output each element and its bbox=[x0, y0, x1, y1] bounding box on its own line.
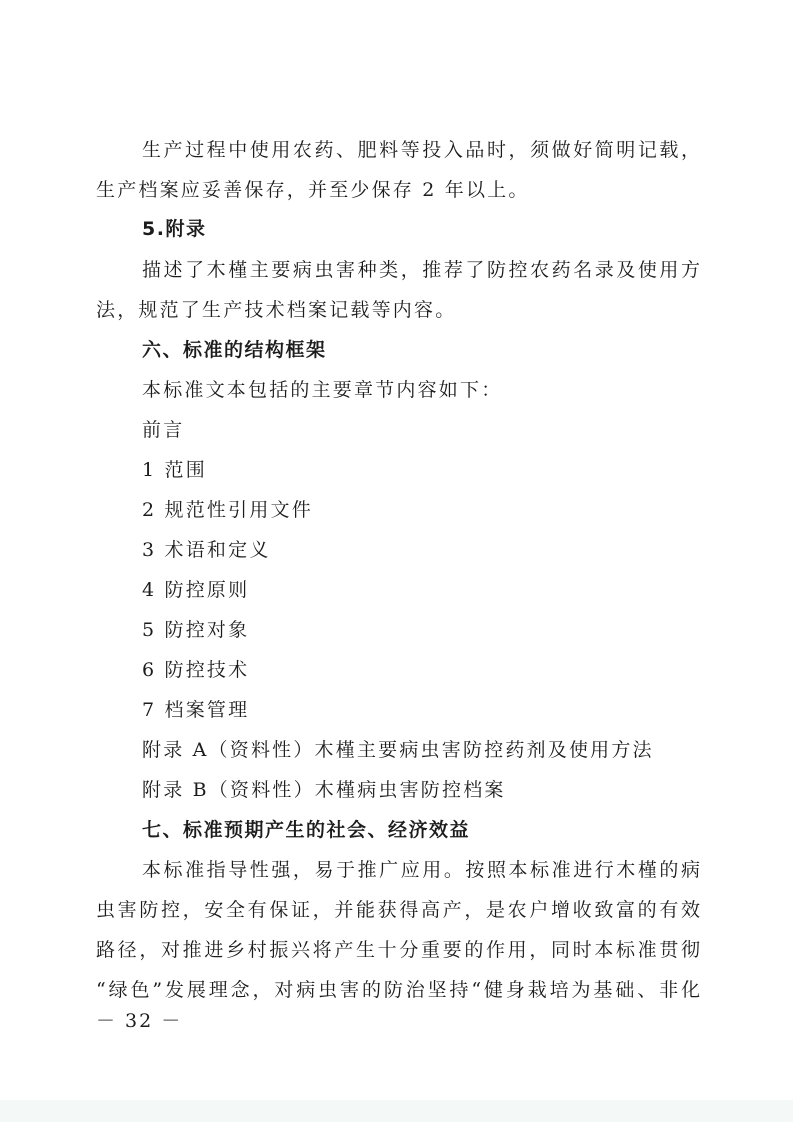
toc-item-appendix-a: 附录 A（资料性）木槿主要病虫害防控药剂及使用方法 bbox=[142, 739, 654, 761]
paragraph-a-line-1: 生产过程中使用农药、肥料等投入品时，须做好简明记载， bbox=[142, 139, 700, 161]
section-7-line-3: 路径，对推进乡村振兴将产生十分重要的作用，同时本标准贯彻 bbox=[96, 939, 700, 961]
toc-item-control-targets: 5 防控对象 bbox=[142, 619, 250, 641]
toc-item-record-management: 7 档案管理 bbox=[142, 699, 250, 721]
section-6-heading: 六、标准的结构框架 bbox=[142, 339, 327, 361]
appendix-heading: 5.附录 bbox=[142, 218, 207, 240]
toc-item-control-principles: 4 防控原则 bbox=[142, 579, 250, 601]
section-7-heading: 七、标准预期产生的社会、经济效益 bbox=[142, 819, 471, 841]
toc-item-appendix-b: 附录 B（资料性）木槿病虫害防控档案 bbox=[142, 779, 506, 801]
toc-item-control-techniques: 6 防控技术 bbox=[142, 659, 250, 681]
toc-item-scope: 1 范围 bbox=[142, 459, 207, 481]
section-7-line-1: 本标准指导性强，易于推广应用。按照本标准进行木槿的病 bbox=[142, 859, 700, 881]
toc-item-foreword: 前言 bbox=[142, 419, 185, 441]
paragraph-a-line-2: 生产档案应妥善保存，并至少保存 2 年以上。 bbox=[96, 179, 530, 201]
section-7-line-2: 虫害防控，安全有保证，并能获得高产，是农户增收致富的有效 bbox=[96, 899, 700, 921]
toc-item-terms-definitions: 3 术语和定义 bbox=[142, 539, 271, 561]
section-6-intro: 本标准文本包括的主要章节内容如下： bbox=[142, 379, 503, 401]
section-7-line-4: “绿色”发展理念，对病虫害的防治坚持“健身栽培为基础、非化 bbox=[96, 979, 700, 1001]
page-bottom-band bbox=[0, 1100, 793, 1122]
paragraph-b-line-1: 描述了木槿主要病虫害种类，推荐了防控农药名录及使用方 bbox=[142, 259, 700, 281]
toc-item-normative-references: 2 规范性引用文件 bbox=[142, 499, 313, 521]
paragraph-b-line-2: 法，规范了生产技术档案记载等内容。 bbox=[96, 299, 457, 321]
page-number: － 32 － bbox=[96, 1010, 183, 1032]
